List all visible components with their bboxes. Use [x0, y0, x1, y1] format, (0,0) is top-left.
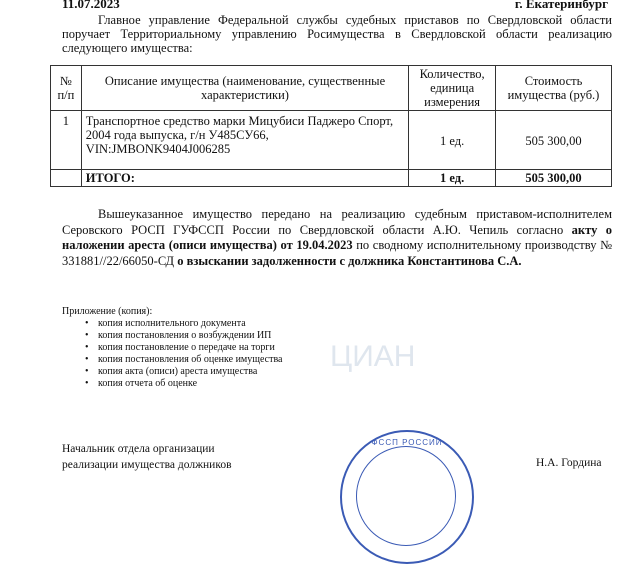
- transfer-paragraph: Вышеуказанное имущество передано на реализацию судебным приставом-исполнителем Серовского РОСП ГУФССП России по Свердловской области А.Ю. Чепиль согласно акту о наложении ареста (описи имущества) от 19.04.2023 по сводному исполнительному производству № 331881//22/66050-СД о взыскании задолженности с должника Константинова С.А.: [62, 207, 612, 268]
- row-qty: 1 ед.: [409, 111, 496, 170]
- list-item: • копия постановление о передаче на торги: [85, 342, 275, 353]
- header-num: № п/п: [51, 66, 82, 111]
- row-num: 1: [51, 111, 82, 170]
- row-desc: Транспортное средство марки Мицубиси Паджеро Спорт, 2004 года выпуска, г/н У485СУ66, VIN:JMBONK9404J006285: [81, 111, 408, 170]
- watermark: ЦИАН: [330, 340, 416, 373]
- document-city: г. Екатеринбург: [514, 0, 608, 11]
- bullet-icon: •: [85, 342, 89, 353]
- list-item: • копия акта (описи) ареста имущества: [85, 366, 258, 377]
- total-qty: 1 ед.: [409, 170, 496, 187]
- header-cost: Стоимость имущества (руб.): [495, 66, 611, 111]
- list-item: • копия постановления об оценке имущества: [85, 354, 283, 365]
- signer-name: Н.А. Гордина: [536, 457, 602, 469]
- debtor-ref: о взыскании задолженности с должника Константинова С.А.: [177, 253, 522, 268]
- signer-title-line1: Начальник отдела организации: [62, 443, 215, 455]
- table-row: [51, 111, 612, 170]
- list-item: • копия отчета об оценке: [85, 378, 198, 389]
- bullet-icon: •: [85, 378, 89, 389]
- signature-block: [62, 441, 232, 473]
- appendix-title: Приложение (копия):: [62, 306, 153, 317]
- seal-text: ФССП РОССИИ: [371, 438, 443, 447]
- bullet-icon: •: [85, 318, 89, 329]
- bullet-icon: •: [85, 330, 89, 341]
- list-item: • копия постановления о возбуждении ИП: [85, 330, 272, 341]
- seal-stamp: [340, 430, 474, 564]
- appendix: [62, 306, 282, 390]
- total-label: ИТОГО:: [81, 170, 408, 187]
- row-cost: 505 300,00: [495, 111, 611, 170]
- document-date: 11.07.2023: [62, 0, 120, 11]
- header-desc: Описание имущества (наименование, существенные характеристики): [81, 66, 408, 111]
- total-cost: 505 300,00: [495, 170, 611, 187]
- signer-title-line2: реализации имущества должников: [62, 459, 232, 471]
- header-qty: Количество, единица измерения: [409, 66, 496, 111]
- property-table: [50, 65, 612, 187]
- bullet-icon: •: [85, 354, 89, 365]
- list-item: • копия исполнительного документа: [85, 318, 246, 329]
- bullet-icon: •: [85, 366, 89, 377]
- appendix-list: [62, 318, 282, 390]
- table-total-row: [51, 170, 612, 187]
- intro-text: Главное управление Федеральной службы судебных приставов по Свердловской области поручает Территориальному управлению Росимущества в Свердловской области реализацию следующего имущества:: [62, 13, 612, 55]
- table-header-row: [51, 66, 612, 111]
- arrest-act-ref: акту о наложении ареста (описи имущества) от 19.04.2023: [62, 222, 612, 252]
